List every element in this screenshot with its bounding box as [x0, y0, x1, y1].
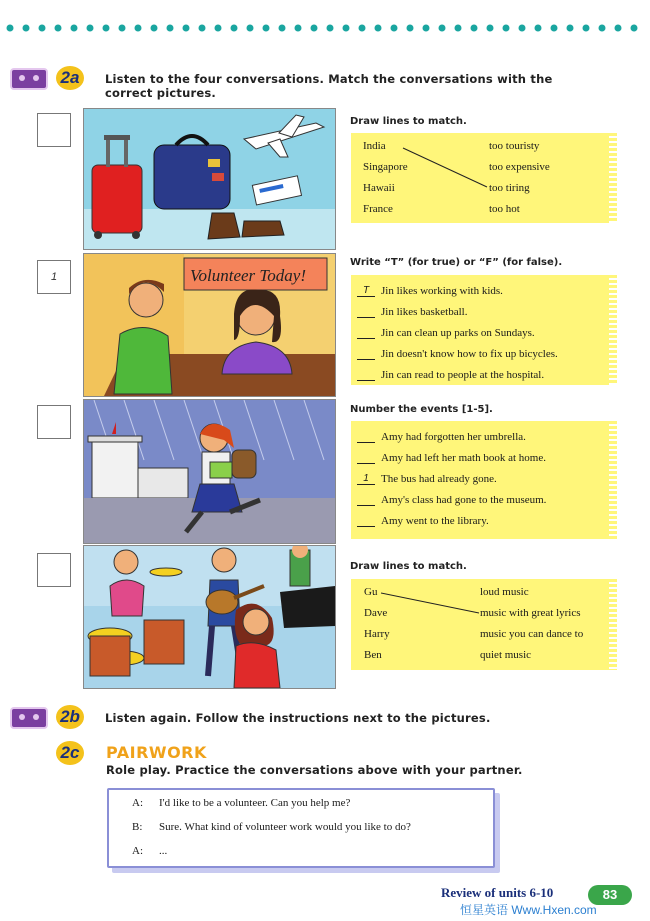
- match2-right-4: quiet music: [480, 649, 532, 661]
- order-item-5: Amy went to the library.: [381, 515, 489, 527]
- section-2b-instruction: Listen again. Follow the instructions next to the pictures.: [105, 711, 491, 725]
- footer-review-title: Review of units 6-10: [441, 885, 554, 900]
- top-dotted-border: [4, 22, 644, 34]
- order-blank-2[interactable]: [357, 452, 375, 464]
- order-item-3: The bus had already gone.: [381, 473, 497, 485]
- match2-left-3: Harry: [364, 628, 390, 640]
- section-2a-instruction-line2: correct pictures.: [105, 86, 216, 100]
- dialog-line-1: I'd like to be a volunteer. Can you help me?: [159, 797, 351, 809]
- picture-amy-in-rain: [83, 399, 336, 544]
- order-item-4: Amy's class had gone to the museum.: [381, 494, 547, 506]
- match2-right-3: music you can dance to: [480, 628, 584, 640]
- truefalse-item-3: Jin can clean up parks on Sundays.: [381, 327, 535, 339]
- section-2a-instruction-line1: Listen to the four conversations. Match the conversations with the: [105, 72, 553, 86]
- match1-right-2: too expensive: [489, 161, 550, 173]
- section-2c-instruction: Role play. Practice the conversations above with your partner.: [106, 763, 523, 777]
- answer-box-picture-2[interactable]: 1: [37, 260, 71, 294]
- match1-left-1: India: [363, 140, 386, 152]
- dialog-speaker-2: B:: [132, 821, 143, 833]
- pairwork-heading: PAIRWORK: [106, 743, 207, 762]
- audio-tape-icon-2b[interactable]: [10, 707, 48, 729]
- truefalse-blank-2[interactable]: [357, 306, 375, 318]
- page-number-badge: 83: [588, 885, 632, 905]
- match2-left-4: Ben: [364, 649, 382, 661]
- truefalse-item-2: Jin likes basketball.: [381, 306, 468, 318]
- dialog-speaker-1: A:: [132, 797, 143, 809]
- order-item-2: Amy had left her math book at home.: [381, 452, 546, 464]
- order-blank-3[interactable]: 1: [357, 473, 375, 485]
- dialog-line-3: ...: [159, 845, 168, 857]
- order-blank-5[interactable]: [357, 515, 375, 527]
- truefalse-blank-1[interactable]: T: [357, 285, 375, 297]
- match1-left-4: France: [363, 203, 393, 215]
- truefalse-item-4: Jin doesn't know how to fix up bicycles.: [381, 348, 558, 360]
- section-2a-badge: 2a: [56, 66, 84, 90]
- truefalse-blank-4[interactable]: [357, 348, 375, 360]
- section-2b-badge: 2b: [56, 705, 84, 729]
- truefalse-item-5: Jin can read to people at the hospital.: [381, 369, 545, 381]
- truefalse-item-1: Jin likes working with kids.: [381, 285, 503, 297]
- picture-volunteer-interview: [83, 253, 336, 397]
- answer-box-picture-4[interactable]: [37, 553, 71, 587]
- picture-travel-luggage: [83, 108, 336, 250]
- match1-left-3: Hawaii: [363, 182, 395, 194]
- site-watermark: 恒星英语 Www.Hxen.com: [460, 903, 597, 917]
- truefalse-blank-5[interactable]: [357, 369, 375, 381]
- section-2c-badge: 2c: [56, 741, 84, 765]
- order-blank-4[interactable]: [357, 494, 375, 506]
- order-blank-1[interactable]: [357, 431, 375, 443]
- truefalse-title: Write “T” (for true) or “F” (for false).: [350, 257, 563, 268]
- match2-right-2: music with great lyrics: [480, 607, 581, 619]
- order-title: Number the events [1-5].: [350, 404, 493, 415]
- picture-band-music: [83, 545, 336, 689]
- match2-right-1: loud music: [480, 586, 529, 598]
- match2-left-2: Dave: [364, 607, 388, 619]
- dialog-box: [107, 788, 495, 868]
- order-item-1: Amy had forgotten her umbrella.: [381, 431, 526, 443]
- dialog-line-2: Sure. What kind of volunteer work would you like to do?: [159, 821, 411, 833]
- volunteer-banner-text: Volunteer Today!: [190, 266, 307, 285]
- match1-title: Draw lines to match.: [350, 116, 467, 127]
- truefalse-blank-3[interactable]: [357, 327, 375, 339]
- match1-right-3: too tiring: [489, 182, 530, 194]
- match1-right-1: too touristy: [489, 140, 540, 152]
- match2-left-1: Gu: [364, 586, 378, 598]
- match2-title: Draw lines to match.: [350, 561, 467, 572]
- match1-right-4: too hot: [489, 203, 520, 215]
- dialog-speaker-3: A:: [132, 845, 143, 857]
- answer-box-picture-3[interactable]: [37, 405, 71, 439]
- answer-box-picture-1[interactable]: [37, 113, 71, 147]
- match1-left-2: Singapore: [363, 161, 408, 173]
- audio-tape-icon[interactable]: [10, 68, 48, 90]
